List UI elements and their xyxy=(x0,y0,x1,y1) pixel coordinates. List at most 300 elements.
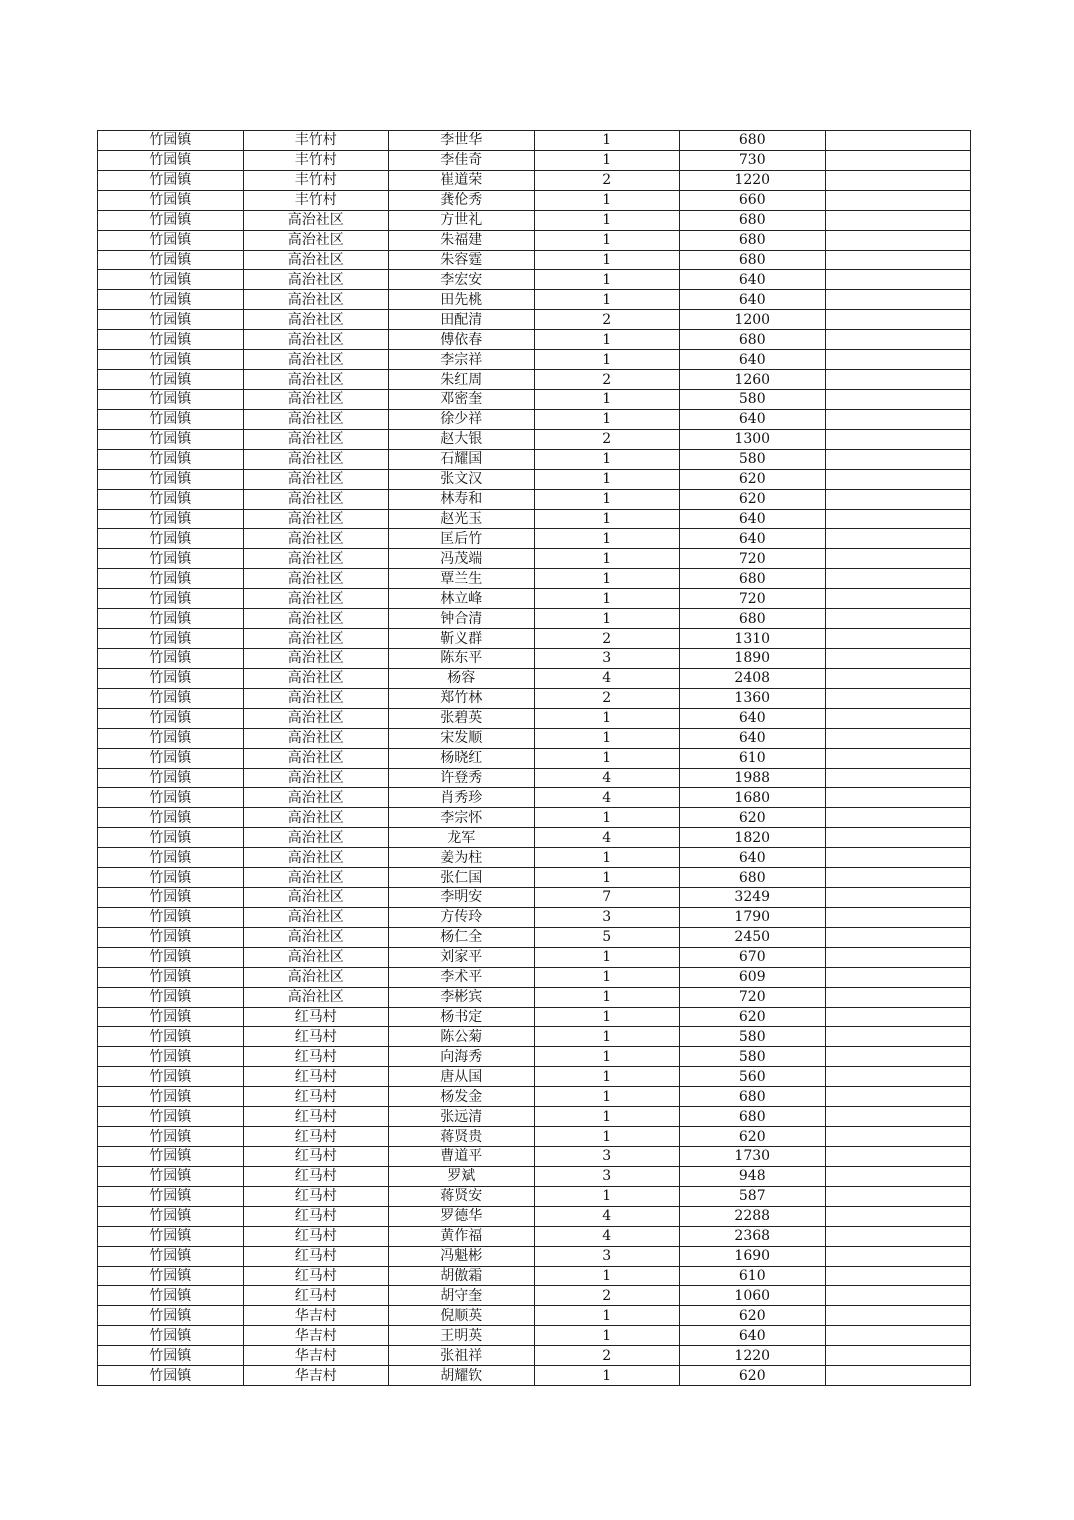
table-row xyxy=(98,449,971,469)
amount-cell: 620 xyxy=(680,1127,826,1147)
count-cell: 1 xyxy=(534,270,680,290)
town-cell: 竹园镇 xyxy=(98,848,244,868)
amount-cell: 1680 xyxy=(680,788,826,808)
town-cell: 竹园镇 xyxy=(98,808,244,828)
village-cell: 丰竹村 xyxy=(243,150,389,170)
town-cell: 竹园镇 xyxy=(98,1206,244,1226)
town-cell: 竹园镇 xyxy=(98,1366,244,1386)
name-cell: 李明安 xyxy=(389,888,535,908)
village-cell: 高治社区 xyxy=(243,907,389,927)
name-cell: 黄作福 xyxy=(389,1226,535,1246)
name-cell: 刘家平 xyxy=(389,947,535,967)
table-row xyxy=(98,1366,971,1386)
note-cell xyxy=(825,768,971,788)
name-cell: 徐少祥 xyxy=(389,409,535,429)
name-cell: 李世华 xyxy=(389,131,535,151)
table-row xyxy=(98,569,971,589)
amount-cell: 620 xyxy=(680,489,826,509)
count-cell: 4 xyxy=(534,768,680,788)
count-cell: 2 xyxy=(534,688,680,708)
count-cell: 3 xyxy=(534,907,680,927)
town-cell: 竹园镇 xyxy=(98,131,244,151)
name-cell: 傅依春 xyxy=(389,330,535,350)
town-cell: 竹园镇 xyxy=(98,748,244,768)
name-cell: 蒋贤安 xyxy=(389,1186,535,1206)
town-cell: 竹园镇 xyxy=(98,1067,244,1087)
village-cell: 高治社区 xyxy=(243,589,389,609)
village-cell: 华吉村 xyxy=(243,1326,389,1346)
table-row xyxy=(98,609,971,629)
table-row xyxy=(98,1087,971,1107)
table-row xyxy=(98,808,971,828)
count-cell: 1 xyxy=(534,1326,680,1346)
note-cell xyxy=(825,748,971,768)
amount-cell: 580 xyxy=(680,449,826,469)
town-cell: 竹园镇 xyxy=(98,927,244,947)
name-cell: 王明英 xyxy=(389,1326,535,1346)
table-row xyxy=(98,1246,971,1266)
note-cell xyxy=(825,688,971,708)
town-cell: 竹园镇 xyxy=(98,210,244,230)
amount-cell: 720 xyxy=(680,589,826,609)
village-cell: 高治社区 xyxy=(243,509,389,529)
table-row xyxy=(98,469,971,489)
table-row xyxy=(98,250,971,270)
count-cell: 4 xyxy=(534,828,680,848)
count-cell: 2 xyxy=(534,429,680,449)
note-cell xyxy=(825,509,971,529)
count-cell: 1 xyxy=(534,569,680,589)
count-cell: 2 xyxy=(534,170,680,190)
town-cell: 竹园镇 xyxy=(98,589,244,609)
village-cell: 红马村 xyxy=(243,1226,389,1246)
amount-cell: 720 xyxy=(680,987,826,1007)
town-cell: 竹园镇 xyxy=(98,1107,244,1127)
name-cell: 方传玲 xyxy=(389,907,535,927)
count-cell: 1 xyxy=(534,210,680,230)
village-cell: 红马村 xyxy=(243,1186,389,1206)
count-cell: 1 xyxy=(534,1186,680,1206)
table-row xyxy=(98,589,971,609)
village-cell: 华吉村 xyxy=(243,1366,389,1386)
town-cell: 竹园镇 xyxy=(98,370,244,390)
town-cell: 竹园镇 xyxy=(98,668,244,688)
name-cell: 张碧英 xyxy=(389,708,535,728)
count-cell: 1 xyxy=(534,330,680,350)
town-cell: 竹园镇 xyxy=(98,529,244,549)
table-row xyxy=(98,907,971,927)
table-row xyxy=(98,270,971,290)
note-cell xyxy=(825,947,971,967)
name-cell: 杨发金 xyxy=(389,1087,535,1107)
name-cell: 胡傲霜 xyxy=(389,1266,535,1286)
amount-cell: 680 xyxy=(680,1087,826,1107)
village-cell: 高治社区 xyxy=(243,449,389,469)
name-cell: 张文汉 xyxy=(389,469,535,489)
note-cell xyxy=(825,1007,971,1027)
town-cell: 竹园镇 xyxy=(98,290,244,310)
table-row xyxy=(98,389,971,409)
table-row xyxy=(98,131,971,151)
village-cell: 红马村 xyxy=(243,1166,389,1186)
count-cell: 1 xyxy=(534,529,680,549)
town-cell: 竹园镇 xyxy=(98,350,244,370)
count-cell: 1 xyxy=(534,469,680,489)
count-cell: 1 xyxy=(534,1067,680,1087)
count-cell: 2 xyxy=(534,1346,680,1366)
count-cell: 1 xyxy=(534,609,680,629)
amount-cell: 640 xyxy=(680,409,826,429)
note-cell xyxy=(825,1166,971,1186)
note-cell xyxy=(825,828,971,848)
note-cell xyxy=(825,1127,971,1147)
village-cell: 红马村 xyxy=(243,1047,389,1067)
name-cell: 唐从国 xyxy=(389,1067,535,1087)
town-cell: 竹园镇 xyxy=(98,569,244,589)
count-cell: 1 xyxy=(534,1047,680,1067)
count-cell: 1 xyxy=(534,350,680,370)
village-cell: 高治社区 xyxy=(243,310,389,330)
village-cell: 华吉村 xyxy=(243,1306,389,1326)
town-cell: 竹园镇 xyxy=(98,509,244,529)
count-cell: 1 xyxy=(534,250,680,270)
note-cell xyxy=(825,1047,971,1067)
note-cell xyxy=(825,907,971,927)
table-row xyxy=(98,1226,971,1246)
village-cell: 高治社区 xyxy=(243,688,389,708)
village-cell: 高治社区 xyxy=(243,429,389,449)
village-cell: 红马村 xyxy=(243,1107,389,1127)
amount-cell: 580 xyxy=(680,1027,826,1047)
table-row xyxy=(98,648,971,668)
village-cell: 高治社区 xyxy=(243,350,389,370)
name-cell: 钟合清 xyxy=(389,609,535,629)
name-cell: 曹道平 xyxy=(389,1147,535,1167)
note-cell xyxy=(825,370,971,390)
village-cell: 高治社区 xyxy=(243,230,389,250)
count-cell: 3 xyxy=(534,1166,680,1186)
name-cell: 方世礼 xyxy=(389,210,535,230)
table-row xyxy=(98,1067,971,1087)
village-cell: 红马村 xyxy=(243,1147,389,1167)
note-cell xyxy=(825,489,971,509)
count-cell: 1 xyxy=(534,708,680,728)
name-cell: 胡守奎 xyxy=(389,1286,535,1306)
name-cell: 肖秀珍 xyxy=(389,788,535,808)
village-cell: 高治社区 xyxy=(243,768,389,788)
town-cell: 竹园镇 xyxy=(98,270,244,290)
table-row xyxy=(98,888,971,908)
name-cell: 杨容 xyxy=(389,668,535,688)
note-cell xyxy=(825,170,971,190)
note-cell xyxy=(825,728,971,748)
table-row xyxy=(98,529,971,549)
count-cell: 1 xyxy=(534,409,680,429)
town-cell: 竹园镇 xyxy=(98,1306,244,1326)
note-cell xyxy=(825,250,971,270)
village-cell: 高治社区 xyxy=(243,987,389,1007)
village-cell: 高治社区 xyxy=(243,290,389,310)
note-cell xyxy=(825,290,971,310)
table-row xyxy=(98,927,971,947)
note-cell xyxy=(825,848,971,868)
town-cell: 竹园镇 xyxy=(98,150,244,170)
table-row xyxy=(98,210,971,230)
town-cell: 竹园镇 xyxy=(98,250,244,270)
village-cell: 高治社区 xyxy=(243,330,389,350)
amount-cell: 580 xyxy=(680,389,826,409)
name-cell: 冯魁彬 xyxy=(389,1246,535,1266)
table-row xyxy=(98,509,971,529)
count-cell: 1 xyxy=(534,1306,680,1326)
village-cell: 高治社区 xyxy=(243,788,389,808)
name-cell: 赵光玉 xyxy=(389,509,535,529)
count-cell: 1 xyxy=(534,290,680,310)
table-row xyxy=(98,768,971,788)
count-cell: 5 xyxy=(534,927,680,947)
village-cell: 高治社区 xyxy=(243,529,389,549)
amount-cell: 640 xyxy=(680,848,826,868)
note-cell xyxy=(825,1226,971,1246)
amount-cell: 2408 xyxy=(680,668,826,688)
village-cell: 高治社区 xyxy=(243,210,389,230)
village-cell: 红马村 xyxy=(243,1266,389,1286)
table-row xyxy=(98,629,971,649)
village-cell: 高治社区 xyxy=(243,888,389,908)
table-row xyxy=(98,967,971,987)
town-cell: 竹园镇 xyxy=(98,1166,244,1186)
amount-cell: 1890 xyxy=(680,648,826,668)
note-cell xyxy=(825,1326,971,1346)
village-cell: 高治社区 xyxy=(243,927,389,947)
town-cell: 竹园镇 xyxy=(98,609,244,629)
note-cell xyxy=(825,888,971,908)
note-cell xyxy=(825,708,971,728)
town-cell: 竹园镇 xyxy=(98,190,244,210)
table-row xyxy=(98,1346,971,1366)
table-row xyxy=(98,788,971,808)
name-cell: 李宗祥 xyxy=(389,350,535,370)
table-row xyxy=(98,170,971,190)
name-cell: 李佳奇 xyxy=(389,150,535,170)
name-cell: 姜为柱 xyxy=(389,848,535,868)
name-cell: 宋发顺 xyxy=(389,728,535,748)
count-cell: 2 xyxy=(534,1286,680,1306)
note-cell xyxy=(825,668,971,688)
count-cell: 1 xyxy=(534,748,680,768)
amount-cell: 1790 xyxy=(680,907,826,927)
name-cell: 田配清 xyxy=(389,310,535,330)
count-cell: 1 xyxy=(534,1127,680,1147)
name-cell: 冯茂端 xyxy=(389,549,535,569)
village-cell: 高治社区 xyxy=(243,469,389,489)
note-cell xyxy=(825,1186,971,1206)
town-cell: 竹园镇 xyxy=(98,1326,244,1346)
table-row xyxy=(98,947,971,967)
town-cell: 竹园镇 xyxy=(98,768,244,788)
village-cell: 华吉村 xyxy=(243,1346,389,1366)
note-cell xyxy=(825,1027,971,1047)
note-cell xyxy=(825,629,971,649)
amount-cell: 680 xyxy=(680,868,826,888)
village-cell: 高治社区 xyxy=(243,748,389,768)
amount-cell: 1988 xyxy=(680,768,826,788)
village-cell: 红马村 xyxy=(243,1087,389,1107)
table-row xyxy=(98,1306,971,1326)
village-cell: 红马村 xyxy=(243,1246,389,1266)
village-cell: 高治社区 xyxy=(243,648,389,668)
town-cell: 竹园镇 xyxy=(98,429,244,449)
amount-cell: 620 xyxy=(680,469,826,489)
name-cell: 罗德华 xyxy=(389,1206,535,1226)
amount-cell: 1200 xyxy=(680,310,826,330)
note-cell xyxy=(825,967,971,987)
name-cell: 龚伦秀 xyxy=(389,190,535,210)
town-cell: 竹园镇 xyxy=(98,230,244,250)
town-cell: 竹园镇 xyxy=(98,987,244,1007)
note-cell xyxy=(825,648,971,668)
amount-cell: 2288 xyxy=(680,1206,826,1226)
table-row xyxy=(98,549,971,569)
amount-cell: 680 xyxy=(680,609,826,629)
amount-cell: 1690 xyxy=(680,1246,826,1266)
count-cell: 2 xyxy=(534,310,680,330)
village-cell: 高治社区 xyxy=(243,668,389,688)
village-cell: 高治社区 xyxy=(243,808,389,828)
count-cell: 1 xyxy=(534,589,680,609)
note-cell xyxy=(825,449,971,469)
name-cell: 匡后竹 xyxy=(389,529,535,549)
amount-cell: 660 xyxy=(680,190,826,210)
name-cell: 胡耀钦 xyxy=(389,1366,535,1386)
town-cell: 竹园镇 xyxy=(98,1147,244,1167)
note-cell xyxy=(825,270,971,290)
village-cell: 高治社区 xyxy=(243,947,389,967)
note-cell xyxy=(825,808,971,828)
count-cell: 3 xyxy=(534,1246,680,1266)
name-cell: 郑竹林 xyxy=(389,688,535,708)
count-cell: 1 xyxy=(534,150,680,170)
town-cell: 竹园镇 xyxy=(98,629,244,649)
count-cell: 1 xyxy=(534,549,680,569)
amount-cell: 640 xyxy=(680,350,826,370)
note-cell xyxy=(825,310,971,330)
count-cell: 1 xyxy=(534,808,680,828)
village-cell: 高治社区 xyxy=(243,728,389,748)
table-row xyxy=(98,190,971,210)
name-cell: 罗斌 xyxy=(389,1166,535,1186)
note-cell xyxy=(825,529,971,549)
table-row xyxy=(98,230,971,250)
amount-cell: 640 xyxy=(680,1326,826,1346)
note-cell xyxy=(825,469,971,489)
amount-cell: 640 xyxy=(680,290,826,310)
village-cell: 红马村 xyxy=(243,1286,389,1306)
amount-cell: 610 xyxy=(680,1266,826,1286)
data-table xyxy=(97,130,971,1386)
name-cell: 赵大银 xyxy=(389,429,535,449)
amount-cell: 670 xyxy=(680,947,826,967)
count-cell: 3 xyxy=(534,1147,680,1167)
amount-cell: 720 xyxy=(680,549,826,569)
table-row xyxy=(98,987,971,1007)
count-cell: 1 xyxy=(534,947,680,967)
town-cell: 竹园镇 xyxy=(98,1047,244,1067)
amount-cell: 620 xyxy=(680,1306,826,1326)
name-cell: 杨晓红 xyxy=(389,748,535,768)
amount-cell: 1220 xyxy=(680,1346,826,1366)
name-cell: 靳义群 xyxy=(389,629,535,649)
table-row xyxy=(98,1286,971,1306)
note-cell xyxy=(825,589,971,609)
amount-cell: 1300 xyxy=(680,429,826,449)
note-cell xyxy=(825,1067,971,1087)
name-cell: 杨书定 xyxy=(389,1007,535,1027)
note-cell xyxy=(825,927,971,947)
count-cell: 7 xyxy=(534,888,680,908)
count-cell: 1 xyxy=(534,230,680,250)
village-cell: 丰竹村 xyxy=(243,131,389,151)
town-cell: 竹园镇 xyxy=(98,967,244,987)
count-cell: 1 xyxy=(534,190,680,210)
table-row xyxy=(98,748,971,768)
village-cell: 高治社区 xyxy=(243,549,389,569)
count-cell: 4 xyxy=(534,1206,680,1226)
town-cell: 竹园镇 xyxy=(98,728,244,748)
village-cell: 红马村 xyxy=(243,1007,389,1027)
table-row xyxy=(98,409,971,429)
amount-cell: 680 xyxy=(680,250,826,270)
village-cell: 红马村 xyxy=(243,1127,389,1147)
village-cell: 高治社区 xyxy=(243,489,389,509)
town-cell: 竹园镇 xyxy=(98,1266,244,1286)
town-cell: 竹园镇 xyxy=(98,170,244,190)
town-cell: 竹园镇 xyxy=(98,907,244,927)
table-row xyxy=(98,429,971,449)
village-cell: 高治社区 xyxy=(243,967,389,987)
village-cell: 高治社区 xyxy=(243,708,389,728)
note-cell xyxy=(825,429,971,449)
count-cell: 1 xyxy=(534,987,680,1007)
note-cell xyxy=(825,1346,971,1366)
table-row xyxy=(98,1007,971,1027)
village-cell: 高治社区 xyxy=(243,848,389,868)
town-cell: 竹园镇 xyxy=(98,868,244,888)
count-cell: 1 xyxy=(534,449,680,469)
village-cell: 高治社区 xyxy=(243,629,389,649)
count-cell: 1 xyxy=(534,728,680,748)
count-cell: 4 xyxy=(534,788,680,808)
amount-cell: 2368 xyxy=(680,1226,826,1246)
note-cell xyxy=(825,389,971,409)
count-cell: 1 xyxy=(534,389,680,409)
amount-cell: 620 xyxy=(680,1366,826,1386)
town-cell: 竹园镇 xyxy=(98,648,244,668)
town-cell: 竹园镇 xyxy=(98,888,244,908)
town-cell: 竹园镇 xyxy=(98,788,244,808)
name-cell: 陈公菊 xyxy=(389,1027,535,1047)
town-cell: 竹园镇 xyxy=(98,389,244,409)
amount-cell: 587 xyxy=(680,1186,826,1206)
table-row xyxy=(98,489,971,509)
name-cell: 林立峰 xyxy=(389,589,535,609)
village-cell: 丰竹村 xyxy=(243,170,389,190)
village-cell: 丰竹村 xyxy=(243,190,389,210)
town-cell: 竹园镇 xyxy=(98,1007,244,1027)
amount-cell: 680 xyxy=(680,330,826,350)
table-row xyxy=(98,1047,971,1067)
town-cell: 竹园镇 xyxy=(98,1346,244,1366)
